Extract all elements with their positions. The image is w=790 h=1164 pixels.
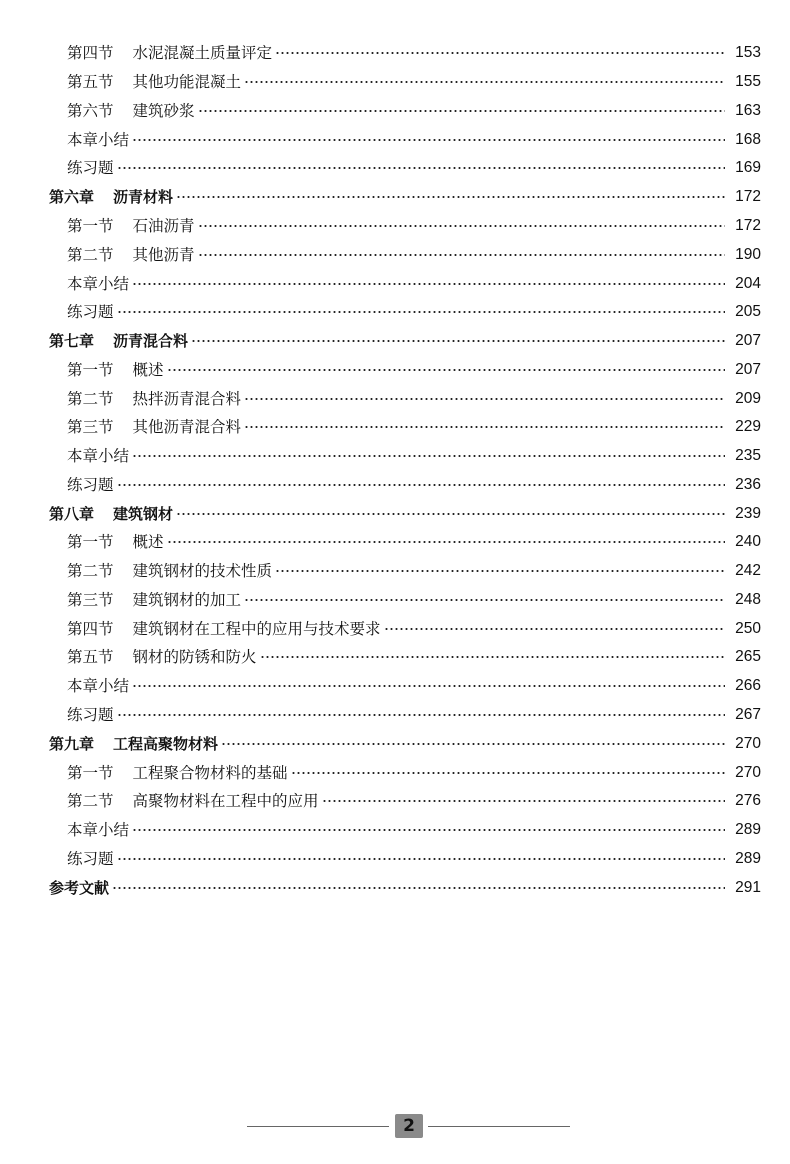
toc-entry-page: 163 bbox=[735, 101, 761, 119]
toc-entry-page: 289 bbox=[735, 821, 761, 839]
toc-section-entry bbox=[0, 68, 790, 97]
toc-entry-number: 第一节 bbox=[67, 216, 114, 235]
toc-section-entry bbox=[0, 844, 790, 873]
toc-entry-title: 本章小结 bbox=[67, 821, 130, 840]
toc-entry-title: 工程聚合物材料的基础 bbox=[132, 763, 288, 782]
toc-entry-page: 235 bbox=[735, 447, 761, 465]
toc-entry-page: 155 bbox=[735, 73, 761, 91]
dot-leader bbox=[132, 139, 725, 141]
dot-leader bbox=[221, 743, 725, 745]
toc-section-entry bbox=[0, 384, 790, 413]
toc-section-entry bbox=[0, 125, 790, 154]
dot-leader bbox=[117, 484, 725, 486]
toc-section-entry bbox=[0, 701, 790, 730]
toc-entry-number: 第八章 bbox=[49, 504, 95, 523]
toc-entry-title: 本章小结 bbox=[67, 274, 130, 293]
toc-entry-title: 练习题 bbox=[67, 159, 114, 178]
toc-entry-page: 153 bbox=[735, 44, 761, 62]
toc-entry-page: 204 bbox=[735, 274, 761, 292]
toc-section-entry bbox=[0, 355, 790, 384]
dot-leader bbox=[117, 167, 725, 169]
toc-entry-title: 本章小结 bbox=[67, 677, 130, 696]
toc-chapter-entry bbox=[0, 873, 790, 902]
toc-entry-page: 265 bbox=[735, 648, 761, 666]
toc-entry-number: 第四节 bbox=[67, 44, 114, 63]
toc-section-entry bbox=[0, 154, 790, 183]
toc-entry-page: 207 bbox=[735, 332, 761, 350]
toc-entry-title: 本章小结 bbox=[67, 447, 130, 466]
toc-entry-page: 209 bbox=[735, 389, 761, 407]
toc-section-entry bbox=[0, 413, 790, 442]
toc-entry-title: 概述 bbox=[132, 360, 164, 379]
toc-entry-number: 第一节 bbox=[67, 533, 114, 552]
toc-entry-page: 242 bbox=[735, 562, 761, 580]
toc-entry-title: 工程高聚物材料 bbox=[113, 734, 219, 753]
table-of-contents bbox=[0, 39, 790, 902]
toc-entry-number: 第五节 bbox=[67, 648, 114, 667]
dot-leader bbox=[132, 455, 725, 457]
toc-entry-title: 水泥混凝土质量评定 bbox=[132, 44, 273, 63]
toc-entry-page: 169 bbox=[735, 159, 761, 177]
toc-section-entry bbox=[0, 528, 790, 557]
toc-entry-page: 240 bbox=[735, 533, 761, 551]
toc-entry-title: 其他功能混凝土 bbox=[132, 73, 242, 92]
toc-entry-title: 建筑钢材在工程中的应用与技术要求 bbox=[132, 619, 381, 638]
toc-entry-number: 第一节 bbox=[67, 763, 114, 782]
toc-section-entry bbox=[0, 557, 790, 586]
toc-chapter-entry bbox=[0, 327, 790, 356]
toc-section-entry bbox=[0, 470, 790, 499]
dot-leader bbox=[167, 369, 725, 371]
toc-entry-number: 第七章 bbox=[49, 332, 95, 351]
dot-leader bbox=[244, 398, 725, 400]
dot-leader bbox=[291, 772, 725, 774]
toc-entry-page: 229 bbox=[735, 418, 761, 436]
toc-entry-page: 289 bbox=[735, 849, 761, 867]
dot-leader bbox=[132, 685, 725, 687]
toc-entry-title: 练习题 bbox=[67, 475, 114, 494]
dot-leader bbox=[275, 52, 725, 54]
toc-entry-title: 其他沥青混合料 bbox=[132, 418, 242, 437]
toc-entry-title: 沥青材料 bbox=[113, 188, 174, 207]
toc-entry-page: 270 bbox=[735, 734, 761, 752]
toc-entry-page: 168 bbox=[735, 130, 761, 148]
toc-entry-page: 248 bbox=[735, 590, 761, 608]
dot-leader bbox=[322, 800, 725, 802]
dot-leader bbox=[260, 656, 725, 658]
dot-leader bbox=[117, 311, 725, 313]
toc-entry-number: 第二节 bbox=[67, 792, 114, 811]
toc-entry-page: 276 bbox=[735, 792, 761, 810]
toc-section-entry bbox=[0, 758, 790, 787]
page-number-badge: 2 bbox=[395, 1114, 423, 1138]
dot-leader bbox=[112, 887, 725, 889]
dot-leader bbox=[244, 81, 725, 83]
dot-leader bbox=[176, 196, 725, 198]
toc-section-entry bbox=[0, 442, 790, 471]
toc-section-entry bbox=[0, 614, 790, 643]
toc-entry-page: 267 bbox=[735, 705, 761, 723]
dot-leader bbox=[117, 714, 725, 716]
toc-entry-number: 第四节 bbox=[67, 619, 114, 638]
toc-section-entry bbox=[0, 212, 790, 241]
dot-leader bbox=[132, 829, 725, 831]
toc-entry-title: 钢材的防锈和防火 bbox=[132, 648, 257, 667]
toc-entry-title: 建筑钢材 bbox=[113, 504, 174, 523]
toc-entry-title: 练习题 bbox=[67, 303, 114, 322]
toc-entry-number: 第九章 bbox=[49, 734, 95, 753]
dot-leader bbox=[191, 340, 725, 342]
dot-leader bbox=[132, 283, 725, 285]
footer-rule-left bbox=[247, 1126, 389, 1127]
toc-entry-number: 第三节 bbox=[67, 418, 114, 437]
toc-entry-page: 172 bbox=[735, 216, 761, 234]
dot-leader bbox=[117, 858, 725, 860]
toc-section-entry bbox=[0, 672, 790, 701]
dot-leader bbox=[176, 513, 725, 515]
toc-entry-title: 沥青混合料 bbox=[113, 332, 189, 351]
toc-entry-title: 热拌沥青混合料 bbox=[132, 389, 242, 408]
toc-entry-page: 266 bbox=[735, 677, 761, 695]
toc-entry-number: 第六节 bbox=[67, 101, 114, 120]
dot-leader bbox=[244, 426, 725, 428]
toc-entry-page: 291 bbox=[735, 878, 761, 896]
dot-leader bbox=[384, 628, 725, 630]
toc-section-entry bbox=[0, 586, 790, 615]
toc-entry-number: 第二节 bbox=[67, 245, 114, 264]
toc-entry-title: 石油沥青 bbox=[132, 216, 195, 235]
dot-leader bbox=[275, 570, 725, 572]
toc-section-entry bbox=[0, 269, 790, 298]
toc-entry-title: 高聚物材料在工程中的应用 bbox=[132, 792, 319, 811]
toc-entry-number: 第五节 bbox=[67, 73, 114, 92]
toc-entry-page: 172 bbox=[735, 188, 761, 206]
toc-entry-number: 第二节 bbox=[67, 389, 114, 408]
toc-entry-title: 建筑砂浆 bbox=[132, 101, 195, 120]
page-footer bbox=[0, 1112, 790, 1142]
toc-entry-page: 190 bbox=[735, 245, 761, 263]
toc-section-entry bbox=[0, 298, 790, 327]
toc-entry-title: 本章小结 bbox=[67, 130, 130, 149]
toc-entry-number: 第三节 bbox=[67, 590, 114, 609]
toc-chapter-entry bbox=[0, 729, 790, 758]
dot-leader bbox=[167, 541, 725, 543]
dot-leader bbox=[244, 599, 725, 601]
toc-entry-page: 207 bbox=[735, 360, 761, 378]
toc-section-entry bbox=[0, 643, 790, 672]
toc-entry-number: 第一节 bbox=[67, 360, 114, 379]
toc-section-entry bbox=[0, 787, 790, 816]
toc-entry-number: 第二节 bbox=[67, 562, 114, 581]
toc-entry-title: 概述 bbox=[132, 533, 164, 552]
toc-entry-title: 建筑钢材的技术性质 bbox=[132, 562, 273, 581]
toc-entry-title: 其他沥青 bbox=[132, 245, 195, 264]
toc-entry-page: 250 bbox=[735, 619, 761, 637]
dot-leader bbox=[198, 225, 725, 227]
toc-entry-title: 练习题 bbox=[67, 705, 114, 724]
toc-entry-page: 205 bbox=[735, 303, 761, 321]
toc-chapter-entry bbox=[0, 499, 790, 528]
toc-section-entry bbox=[0, 240, 790, 269]
toc-entry-number: 第六章 bbox=[49, 188, 95, 207]
dot-leader bbox=[198, 110, 725, 112]
toc-entry-page: 236 bbox=[735, 475, 761, 493]
toc-entry-title: 参考文献 bbox=[49, 878, 110, 897]
toc-chapter-entry bbox=[0, 183, 790, 212]
toc-entry-title: 建筑钢材的加工 bbox=[132, 590, 242, 609]
toc-section-entry bbox=[0, 816, 790, 845]
toc-entry-title: 练习题 bbox=[67, 849, 114, 868]
footer-rule-right bbox=[428, 1126, 570, 1127]
toc-entry-page: 239 bbox=[735, 504, 761, 522]
toc-entry-page: 270 bbox=[735, 763, 761, 781]
toc-section-entry bbox=[0, 39, 790, 68]
dot-leader bbox=[198, 254, 725, 256]
toc-section-entry bbox=[0, 97, 790, 126]
